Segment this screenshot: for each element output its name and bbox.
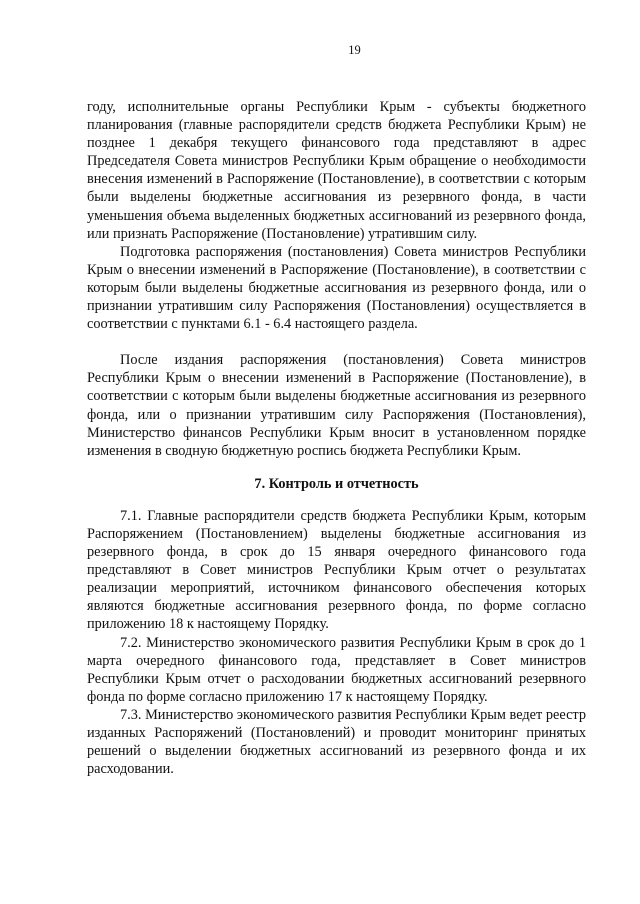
paragraph-7-1: 7.1. Главные распорядители средств бюджета Республики Крым, которым Распоряжением (Постановлением) выделены бюджетные ассигнования из резервного фонда, в срок до 15 января очередного финансового года представляют в Совет министров Республики Крым отчет о результатах реализации мероприятий, источником финансового обеспечения которых являются бюджетные ассигнования резервного фонда, по форме согласно приложению 18 к настоящему Порядку.	[87, 507, 586, 633]
paragraph-preparation: Подготовка распоряжения (постановления) Совета министров Республики Крым о внесении изменений в Распоряжение (Постановление), в соответствии с которым были выделены бюджетные ассигнования из резервного фонда, или о признании утратившим силу Распоряжения (Постановления) осуществляется в соответствии с пунктами 6.1 - 6.4 настоящего раздела.	[87, 243, 586, 333]
section-heading: 7. Контроль и отчетность	[254, 475, 419, 492]
page-number: 19	[348, 43, 361, 57]
paragraph-7-2: 7.2. Министерство экономического развития Республики Крым в срок до 1 марта очередного финансового года, представляет в Совет министров Республики Крым отчет о расходовании бюджетных ассигнований резервного фонда по форме согласно приложению 17 к настоящему Порядку.	[87, 634, 586, 705]
paragraph-gap	[87, 333, 586, 351]
paragraph-after-issuance: После издания распоряжения (постановления) Совета министров Республики Крым о внесении изменений в Распоряжение (Постановление), в соответствии с которым были выделены бюджетные ассигнования из резервного фонда, или о признании утратившим силу Распоряжения (Постановления), Министерство финансов Республики Крым вносит в установленном порядке изменения в сводную бюджетную роспись бюджета Республики Крым.	[87, 352, 586, 459]
paragraph-continuation: году, исполнительные органы Республики Крым - субъекты бюджетного планирования (главные распорядители средств бюджета Республики Крым) не позднее 1 декабря текущего финансового года представляют в адрес Председателя Совета министров Республики Крым обращение о необходимости внесения изменений в Распоряжение (Постановление), в соответствии с которым были выделены бюджетные ассигнования из резервного фонда, в части уменьшения объема выделенных бюджетных ассигнований из резервного фонда, или признать Распоряжение (Постановление) утратившим силу.	[87, 99, 586, 242]
paragraph-7-3: 7.3. Министерство экономического развития Республики Крым ведет реестр изданных Распоряжений (Постановлений) и проводит мониторинг принятых решений о выделении бюджетных ассигнований из резервного фонда и их расходовании.	[87, 706, 586, 778]
